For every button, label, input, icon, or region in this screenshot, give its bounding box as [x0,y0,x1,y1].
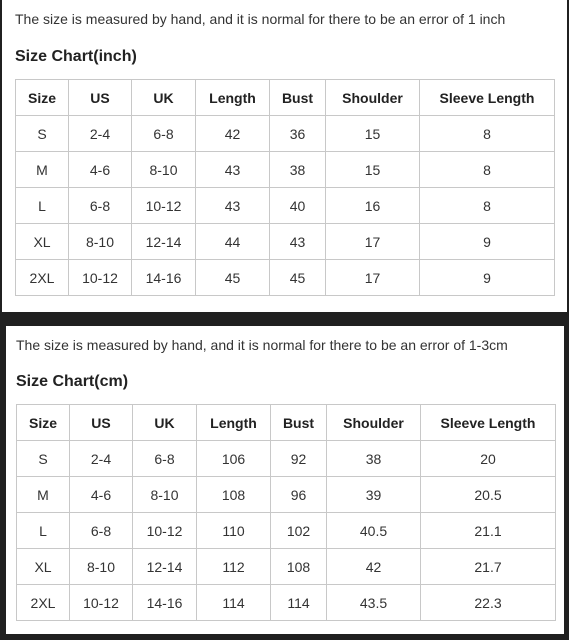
table-cell: L [16,188,69,224]
table-cell: 16 [326,188,420,224]
table-cell: L [17,513,70,549]
table-cell: 36 [270,116,326,152]
table-row [16,224,555,260]
size-table [16,404,556,621]
table-cell: 17 [326,260,420,296]
table-cell: 96 [271,477,327,513]
size-chart-cm-panel [6,326,564,634]
table-cell: 102 [271,513,327,549]
table-cell: 12-14 [132,224,196,260]
table-cell: 8 [420,188,555,224]
table-cell: 15 [326,152,420,188]
table-cell: 8 [420,116,555,152]
table-cell: 2-4 [70,441,133,477]
table-row [16,116,555,152]
table-cell: 10-12 [70,585,133,621]
table-cell: 92 [271,441,327,477]
table-cell: 43 [196,152,270,188]
table-row [17,513,556,549]
table-cell: 20 [421,441,556,477]
table-cell: 42 [327,549,421,585]
table-cell: S [17,441,70,477]
table-row [16,152,555,188]
table-cell: 6-8 [132,116,196,152]
table-cell: 40.5 [327,513,421,549]
table-cell: 22.3 [421,585,556,621]
table-cell: 112 [197,549,271,585]
table-cell: 21.1 [421,513,556,549]
table-cell: 39 [327,477,421,513]
size-chart-title: Size Chart(cm) [16,373,129,390]
table-cell: 2XL [16,260,69,296]
table-row [17,585,556,621]
column-header: Size [16,80,69,116]
column-header: UK [133,405,197,441]
table-cell: 6-8 [69,188,132,224]
table-cell: 38 [327,441,421,477]
table-cell: 4-6 [69,152,132,188]
table-header-row [16,80,555,116]
column-header: Shoulder [326,80,420,116]
column-header: Sleeve Length [420,80,555,116]
table-cell: 9 [420,224,555,260]
measurement-note: The size is measured by hand, and it is normal for there to be an error of 1-3cm [16,337,508,353]
table-cell: 45 [270,260,326,296]
table-cell: 12-14 [133,549,197,585]
table-cell: 8-10 [69,224,132,260]
table-cell: 6-8 [70,513,133,549]
table-cell: 110 [197,513,271,549]
table-cell: 10-12 [132,188,196,224]
table-cell: 114 [197,585,271,621]
table-cell: 15 [326,116,420,152]
table-cell: 8-10 [133,477,197,513]
table-cell: S [16,116,69,152]
column-header: US [69,80,132,116]
table-cell: 21.7 [421,549,556,585]
table-row [17,441,556,477]
column-header: Size [17,405,70,441]
column-header: Bust [271,405,327,441]
column-header: Shoulder [327,405,421,441]
column-header: Length [196,80,270,116]
table-cell: M [17,477,70,513]
table-cell: 8-10 [70,549,133,585]
table-row [17,549,556,585]
table-cell: 108 [271,549,327,585]
table-cell: XL [16,224,69,260]
table-cell: 9 [420,260,555,296]
table-cell: 10-12 [133,513,197,549]
table-header-row [17,405,556,441]
table-cell: 14-16 [132,260,196,296]
table-cell: 2XL [17,585,70,621]
table-cell: 106 [197,441,271,477]
table-cell: 43 [270,224,326,260]
table-cell: 2-4 [69,116,132,152]
column-header: Bust [270,80,326,116]
size-chart-title: Size Chart(inch) [15,48,137,65]
table-cell: 8-10 [132,152,196,188]
table-cell: 20.5 [421,477,556,513]
table-row [17,477,556,513]
table-cell: 10-12 [69,260,132,296]
table-row [16,260,555,296]
table-cell: 6-8 [133,441,197,477]
table-cell: 17 [326,224,420,260]
column-header: Sleeve Length [421,405,556,441]
table-cell: 42 [196,116,270,152]
table-cell: 45 [196,260,270,296]
table-cell: 43.5 [327,585,421,621]
table-row [16,188,555,224]
table-cell: M [16,152,69,188]
table-cell: 108 [197,477,271,513]
column-header: US [70,405,133,441]
table-cell: 38 [270,152,326,188]
table-cell: 4-6 [70,477,133,513]
table-cell: 44 [196,224,270,260]
table-cell: XL [17,549,70,585]
measurement-note: The size is measured by hand, and it is normal for there to be an error of 1 inch [15,11,506,27]
size-chart-inch-panel [2,0,567,312]
table-cell: 14-16 [133,585,197,621]
size-table [15,79,555,296]
column-header: UK [132,80,196,116]
table-cell: 8 [420,152,555,188]
table-cell: 114 [271,585,327,621]
column-header: Length [197,405,271,441]
table-cell: 40 [270,188,326,224]
table-cell: 43 [196,188,270,224]
